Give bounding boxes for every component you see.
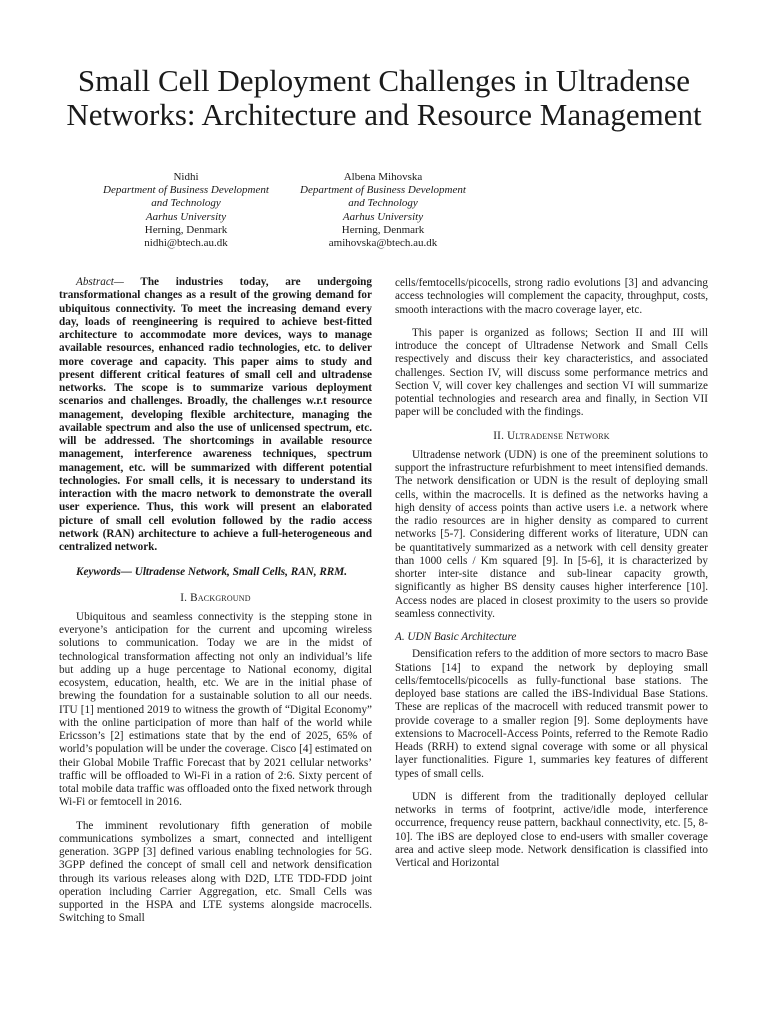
author-department-line2: and Technology xyxy=(348,197,418,210)
author-location: Herning, Denmark xyxy=(341,223,425,236)
keywords: Keywords— Ultradense Network, Small Cells, RAN, RRM. xyxy=(76,566,348,579)
author-university: Aarhus University xyxy=(342,210,424,223)
paragraph: Densification refers to the addition of more sectors to macro Base Stations [14] to expand the network by deploying small cells/femtocells/picocells as fully-functional base stations. The deployed base stations are called the iBS-Individual Base Stations. These are replicas of the macrocell with reduced transmit power to provide coverage to a smaller region [9]. Some deployments have extensions to Macrocell-Access Points, referred to the Remote Radio Heads (RRH) to extend signal coverage with some or all physical layer functionalities. Figure 1, summaries key features of different types of small cells. xyxy=(395,648,708,780)
section-heading-ultradense-network: II. Ultradense Network xyxy=(493,429,610,442)
paragraph: This paper is organized as follows; Section II and III will introduce the concept of Ultradense Network and Small Cells respectively and discuss their key characteristics, and associated challenges. Section IV, will discuss some performance metrics and Section V, will cover key challenges and section VI will summarize potential technologies and research area and finally, in Section VII paper will be concluded with the findings. xyxy=(395,326,708,419)
paragraph: Ultradense network (UDN) is one of the preeminent solutions to support the infrastructure refurbishment to meet intensified demands. The network densification or UDN is the result of deploying small cells, within the macrocells. It is defined as the networks having a high density of access points than active users i.e. a network where the radio resources are in higher density as compared to current networks [5-7]. Considering different works of literature, UDN can be quantitatively summarized as a network with cell density greater than 1000 cells / Km squared [9]. In [5-6], it is characterized by shorter inter-site distance and sub-linear capacity growth, significantly as higher BS density causes higher interference [10]. Access nodes are placed in closest proximity to the users so provide seamless connectivity. xyxy=(395,448,708,620)
subsection-heading-udn-architecture: A. UDN Basic Architecture xyxy=(395,631,517,643)
paragraph: cells/femtocells/picocells, strong radio evolutions [3] and advancing access technologies will complement the capacity, throughput, costs, smooth interactions with the macro coverage layer, etc. xyxy=(395,277,708,316)
right-column xyxy=(395,277,708,870)
paragraph: Ubiquitous and seamless connectivity is the stepping stone in everyone’s anticipation for the current and upcoming wireless solutions to communication. Today we are in the midst of technological transformation affecting not only an individual’s life but adding up a huge percentage to National economy, digital ecosystem, education, health, etc. We are in the initial phase of brewing the foundation for a sustainable solution to all our needs. ITU [1] mentioned 2019 to witness the growth of “Digital Economy” with the online participation of more than half of the world while Ericsson’s [2] estimations state that by the end of 2025, 65% of world’s population will be under the coverage. Cisco [4] estimated on their Global Mobile Traffic Forecast that by 2021 cellular networks’ traffic will be offloaded to Wi-Fi in a ration of 2:6. Sixty percent of total mobile data traffic was offloaded onto the fixed network through Wi-Fi or femtocell in 2016. xyxy=(59,610,372,809)
author-department: Department of Business Development xyxy=(300,184,466,197)
paper-title: Small Cell Deployment Challenges in Ultradense Networks: Architecture and Resource Management xyxy=(66,63,702,132)
author-email: nidhi@btech.au.dk xyxy=(144,237,228,250)
author-location: Herning, Denmark xyxy=(144,223,228,236)
paragraph: UDN is different from the traditionally deployed cellular networks in terms of footprint, active/idle mode, interference occurrence, frequency reuse pattern, backhaul connectivity, etc. [5, 8-10]. The iBS are deployed close to end-users with smaller coverage area and active sleep mode. Network densification is classified into Vertical and Horizontal xyxy=(395,790,708,869)
left-column xyxy=(59,276,372,926)
abstract xyxy=(59,276,372,554)
author-name: Nidhi xyxy=(173,171,199,183)
author-department-line2: and Technology xyxy=(151,197,221,210)
author-university: Aarhus University xyxy=(145,210,227,223)
paragraph: The imminent revolutionary fifth generation of mobile communications symbolizes a smart, connected and intelligent generation. 3GPP [3] defined various enabling technologies for 5G. 3GPP defined the concept of small cell and network densification through its various releases along with D2D, LTE TDD-FDD joint operation including Carrier Aggregation, etc. Small Cells was supported in the HSPA and LTE systems alongside macrocells. Switching to Small xyxy=(59,819,372,925)
author-block-1 xyxy=(71,171,301,250)
author-name: Albena Mihovska xyxy=(343,171,423,183)
abstract-body: The industries today, are undergoing transformational changes as a result of the growing demand for ubiquitous connectivity. To meet the increasing demand every day, loads of reengineering is required to achieve best-fitted architecture to accommodate more devices, ways to manage available resources, enhanced radio technologies, etc. to deliver more coverage and capacity. This paper aims to study and present different critical features of small cell and ultradense networks. The scope is to summarize various deployment scenarios and challenges. Broadly, the challenges w.r.t resource management, developing flexible architecture, managing the available spectrum and also the use of unlicensed spectrum, etc. will be addressed. The shortcomings in available resource management, interference awareness techniques, spectrum management, etc. will be summarized with different potential technologies. For small cells, it is necessary to understand its interaction with the macro network to demonstrate the overall user experience. Thus, this work will present an elaborated picture of small cell evolution followed by the radio access network (RAN) architecture to achieve a full-heterogeneous and centralized network. xyxy=(59,276,372,553)
author-email: amihovska@btech.au.dk xyxy=(328,237,438,250)
abstract-lead: Abstract— xyxy=(76,276,124,288)
author-department: Department of Business Development xyxy=(103,184,269,197)
author-block-2 xyxy=(268,171,498,250)
section-heading-background: I. Background xyxy=(180,591,251,604)
